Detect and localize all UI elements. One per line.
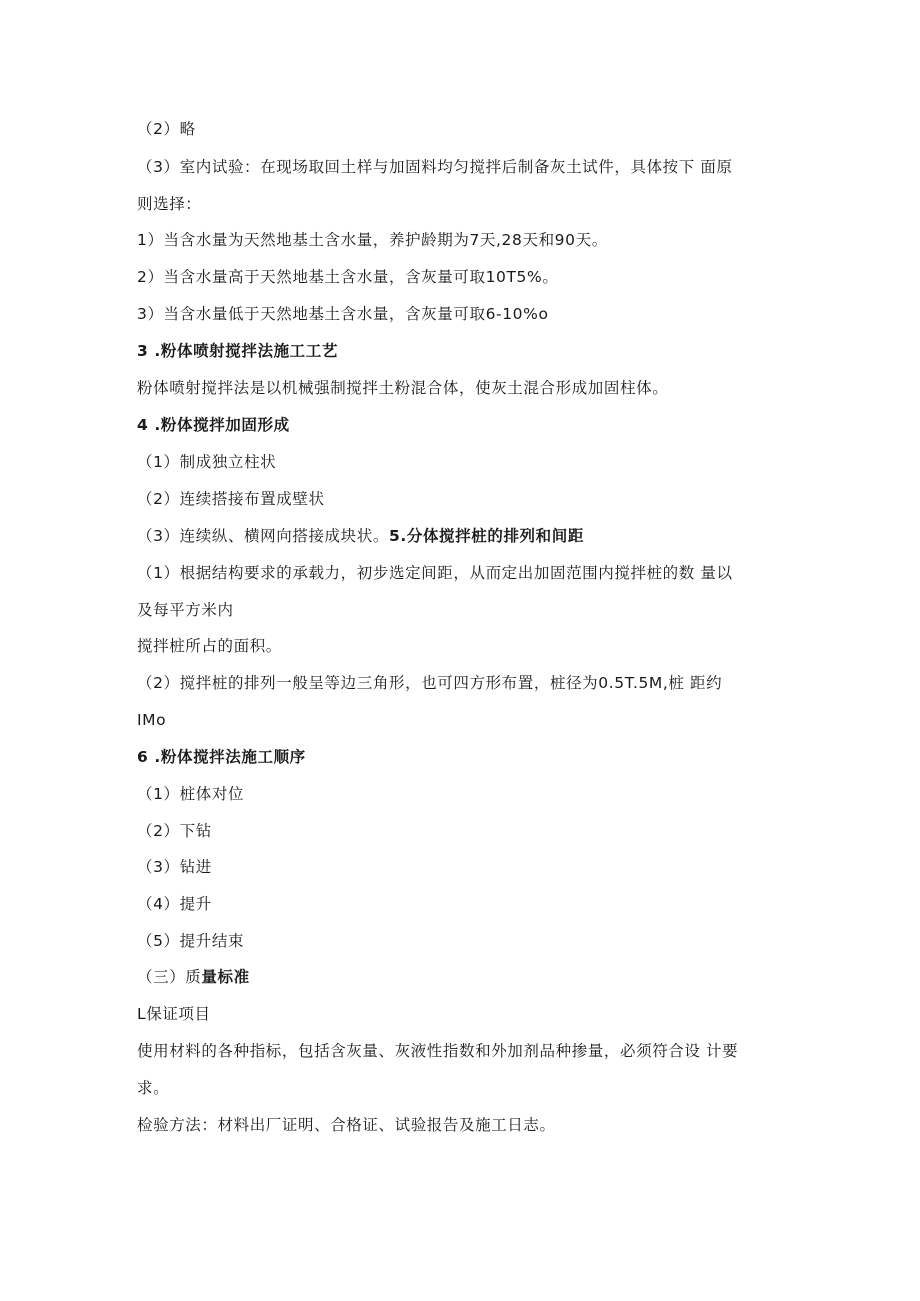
text-line: （4）提升: [137, 895, 212, 913]
text-line: （2）略: [137, 120, 196, 138]
text-line: （1）根据结构要求的承载力，初步选定间距，从而定出加固范围内搅拌桩的数 量以: [137, 564, 733, 582]
text-line: [137, 525, 584, 547]
text-line: （3）钻进: [137, 858, 212, 876]
text-line: IMo: [137, 711, 167, 729]
text-segment: （三）质: [137, 968, 202, 986]
text-line: 1）当含水量为天然地基土含水量，养护龄期为7天,28天和90天。: [137, 231, 608, 249]
text-line: 粉体喷射搅拌法是以机械强制搅拌土粉混合体，使灰土混合形成加固柱体。: [137, 379, 669, 397]
section-heading: 4 .粉体搅拌加固形成: [137, 416, 290, 434]
text-segment: （3）连续纵、横网向搭接成块状。: [137, 527, 389, 545]
section-heading: [137, 966, 250, 988]
text-line: 搅拌桩所占的面积。: [137, 637, 282, 655]
text-line: （2）连续搭接布置成壁状: [137, 490, 325, 508]
text-line: （2）下钻: [137, 822, 212, 840]
text-line: （1）桩体对位: [137, 785, 245, 803]
text-line: 及每平方米内: [137, 601, 234, 619]
text-line: （5）提升结束: [137, 932, 245, 950]
section-heading: 6 .粉体搅拌法施工顺序: [137, 748, 306, 766]
subsection-heading: L保证项目: [137, 1005, 211, 1023]
text-segment-bold: 量标准: [201, 968, 250, 986]
text-line: （1）制成独立柱状: [137, 453, 277, 471]
text-line: 求。: [137, 1079, 170, 1097]
text-line: （3）室内试验：在现场取回土样与加固料均匀搅拌后制备灰土试件，具体按下 面原: [137, 158, 733, 176]
section-heading: 3 .粉体喷射搅拌法施工工艺: [137, 342, 338, 360]
text-line: 2）当含水量高于天然地基土含水量，含灰量可取10T5%。: [137, 268, 559, 286]
section-heading-inline: 5.分体搅拌桩的排列和间距: [388, 527, 584, 545]
text-line: 检验方法：材料出厂证明、合格证、试验报告及施工日志。: [137, 1116, 556, 1134]
text-line: 则选择：: [137, 195, 202, 213]
text-line: 3）当含水量低于天然地基土含水量，含灰量可取6-10%o: [137, 305, 549, 323]
text-line: （2）搅拌桩的排列一般呈等边三角形，也可四方形布置，桩径为0.5T.5M,桩 距约: [137, 674, 723, 692]
text-line: 使用材料的各种指标，包括含灰量、灰液性指数和外加剂品种掺量，必须符合设 计要: [137, 1042, 739, 1060]
